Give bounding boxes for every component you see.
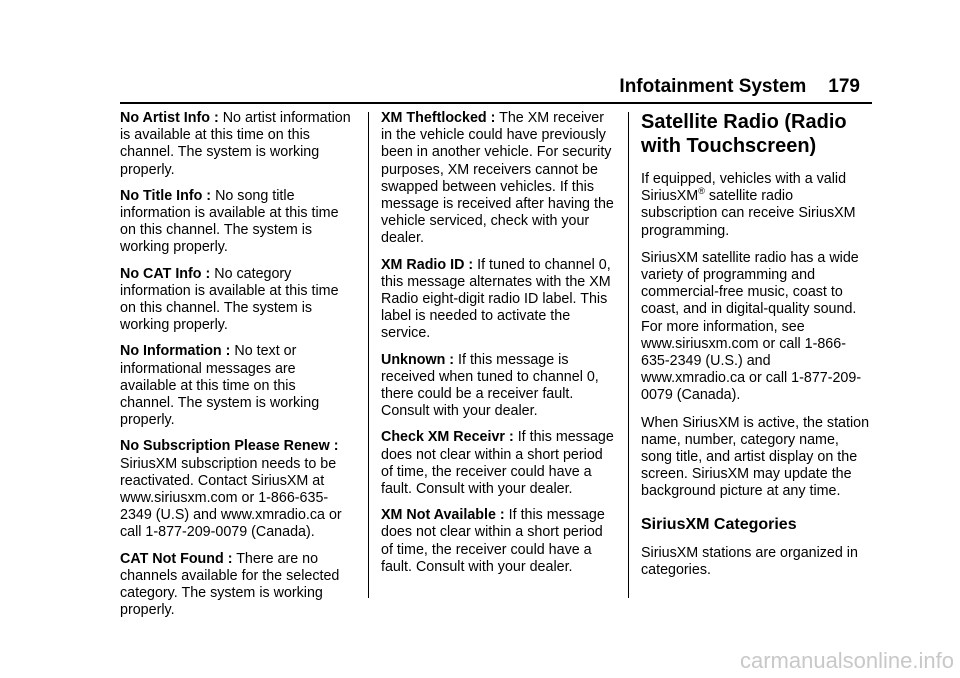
section-title-header: Infotainment System	[619, 76, 807, 97]
entry-text: The XM receiver in the vehicle could have previously been in another vehicle. For security purposes, XM receivers cannot be swapped between vehicles. If this message is received after having the vehicle serviced, check with your dealer.	[381, 110, 614, 247]
entry-text: There are no channels available for the selected category. The system is working properly.	[120, 550, 340, 619]
definition-entry	[381, 429, 615, 498]
subsection-heading: SiriusXM Categories	[641, 515, 797, 533]
definition-entry	[381, 257, 615, 343]
column-divider-2	[628, 112, 629, 598]
definition-entry	[120, 551, 352, 620]
column-3	[641, 110, 873, 589]
entry-text: No artist information is available at this time on this channel. The system is working properly.	[120, 110, 351, 178]
section-heading-line-2: with Touchscreen)	[641, 135, 817, 157]
definition-entry	[120, 110, 352, 179]
entry-term: No Subscription Please Renew :	[120, 438, 339, 455]
entry-text: If this message is received when tuned to channel 0, there could be a receiver fault. Consult with your dealer.	[381, 351, 599, 420]
column-2	[381, 110, 615, 585]
definition-entry	[381, 110, 615, 248]
definition-entry	[381, 352, 615, 421]
definition-entry	[120, 438, 352, 541]
intro-text-after: satellite radio subscription can receive SiriusXM programming.	[641, 188, 856, 239]
page-number: 179	[828, 76, 860, 97]
column-1	[120, 110, 352, 628]
section-heading	[641, 110, 873, 158]
entry-text: If tuned to channel 0, this message alternates with the XM Radio eight-digit radio ID label. This label is needed to activate the service.	[381, 256, 611, 342]
entry-text: No text or informational messages are available at this time on this channel. The system is working properly.	[120, 343, 320, 429]
entry-term: XM Not Available :	[381, 507, 505, 524]
column-divider-1	[368, 112, 369, 598]
entry-term: XM Theftlocked :	[381, 110, 496, 126]
entry-text: If this message does not clear within a short period of time, the receiver could have a fault. Consult with your dealer.	[381, 507, 605, 575]
entry-term: No Artist Info :	[120, 110, 219, 126]
paragraph-intro	[641, 171, 873, 240]
entry-text: SiriusXM subscription needs to be reactivated. Contact SiriusXM at www.siriusxm.com or 1-866-635-2349 (U.S) and www.xmradio.ca or call 1-877-209-0079 (Canada).	[120, 455, 342, 541]
entry-term: No Information :	[120, 343, 231, 360]
entry-term: No Title Info :	[120, 187, 212, 204]
entry-text: No song title information is available at this time on this channel. The system is working properly.	[120, 187, 339, 256]
definition-entry	[120, 343, 352, 429]
entry-term: XM Radio ID :	[381, 256, 474, 273]
paragraph-display: When SiriusXM is active, the station name, number, category name, song title, and artist display on the screen. SiriusXM may update the background picture at any time.	[641, 414, 870, 500]
definition-entry	[120, 188, 352, 257]
entry-term: Unknown :	[381, 351, 455, 368]
intro-text-before: If equipped, vehicles with a valid SiriusXM	[641, 171, 847, 205]
header-rule	[120, 102, 872, 104]
section-heading-line-1: Satellite Radio (Radio	[641, 111, 847, 133]
registered-mark: ®	[698, 186, 705, 197]
entry-term: CAT Not Found :	[120, 550, 233, 567]
entry-text: If this message does not clear within a short period of time, the receiver could have a fault. Consult with your dealer.	[381, 429, 614, 498]
definition-entry	[381, 507, 615, 576]
entry-term: Check XM Receivr :	[381, 429, 514, 446]
page-header	[120, 70, 860, 98]
definition-entry	[120, 266, 352, 335]
paragraph-categories: SiriusXM stations are organized in categories.	[641, 544, 858, 578]
paragraph-description: SiriusXM satellite radio has a wide variety of programming and commercial-free music, coast to coast, and in digital-quality sound. For more information, see www.siriusxm.com or call 1-866-635-2349 (U.S.) and www.xmradio.ca or call 1-877-209-0079 (Canada).	[641, 249, 862, 404]
entry-text: No category information is available at this time on this channel. The system is working properly.	[120, 265, 339, 334]
entry-term: No CAT Info :	[120, 265, 211, 282]
watermark: carmanualsonline.info	[739, 648, 954, 673]
